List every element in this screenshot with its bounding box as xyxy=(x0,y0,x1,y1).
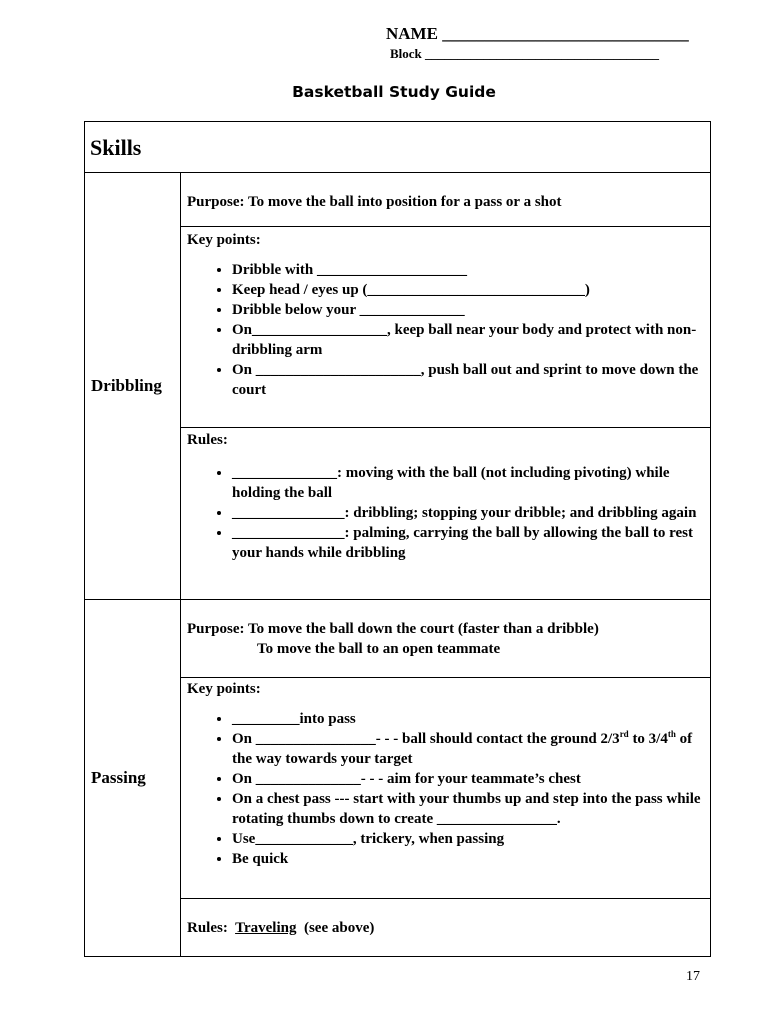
purpose-line: To move the ball to an open teammate xyxy=(257,641,501,657)
passing-key-points xyxy=(181,678,711,899)
list-item: • Use_____________, trickery, when passing xyxy=(232,829,704,849)
list-item: • On ________________- - - ball should contact the ground 2/3rd to 3/4th of the way towards your target xyxy=(232,729,704,769)
dribbling-key-points-list xyxy=(187,260,704,400)
dribbling-key-points xyxy=(181,227,711,428)
dribbling-rules-list xyxy=(187,463,704,563)
list-item: • _________into pass xyxy=(232,709,704,729)
list-item: • On ______________________, push ball out and sprint to move down the court xyxy=(232,360,704,400)
skill-name-dribbling: Dribbling xyxy=(85,173,181,600)
list-item: • Be quick xyxy=(232,849,704,869)
list-item: • On ______________- - - aim for your teammate’s chest xyxy=(232,769,704,789)
list-item: • _______________: dribbling; stopping your dribble; and dribbling again xyxy=(232,503,704,523)
name-field-line: NAME _____________________________ xyxy=(386,24,689,43)
list-item: • Dribble below your ______________ xyxy=(232,300,704,320)
list-item: • On__________________, keep ball near your body and protect with non-dribbling arm xyxy=(232,320,704,360)
rules-note: (see above) xyxy=(303,920,375,936)
dribbling-rules xyxy=(181,428,711,600)
purpose-line: Purpose: To move the ball down the court (faster than a dribble) xyxy=(187,621,599,637)
passing-purpose xyxy=(181,600,711,678)
dribbling-purpose: Purpose: To move the ball into position for a pass or a shot xyxy=(181,173,711,227)
page-number: 17 xyxy=(686,969,700,984)
key-points-label: Key points: xyxy=(187,232,261,248)
skill-name-passing: Passing xyxy=(85,600,181,957)
rules-label: Rules: xyxy=(187,432,228,448)
key-points-label: Key points: xyxy=(187,681,261,697)
list-item: • ______________: moving with the ball (not including pivoting) while holding the ball xyxy=(232,463,704,503)
skills-heading: Skills xyxy=(85,122,711,173)
rules-label: Rules: xyxy=(187,920,228,936)
rules-term: Traveling xyxy=(235,920,297,936)
list-item: • _______________: palming, carrying the ball by allowing the ball to rest your hands while dribbling xyxy=(232,523,704,563)
list-item: • On a chest pass --- start with your thumbs up and step into the pass while rotating thumbs down to create ________________. xyxy=(232,789,704,829)
passing-rules xyxy=(181,899,711,957)
list-item: • Dribble with ____________________ xyxy=(232,260,704,280)
page-title: Basketball Study Guide xyxy=(292,83,496,101)
passing-key-points-list xyxy=(187,709,704,869)
study-guide-table xyxy=(84,121,711,957)
list-item: • Keep head / eyes up (_____________________________) xyxy=(232,280,704,300)
block-field-line: Block ____________________________________ xyxy=(390,46,660,61)
